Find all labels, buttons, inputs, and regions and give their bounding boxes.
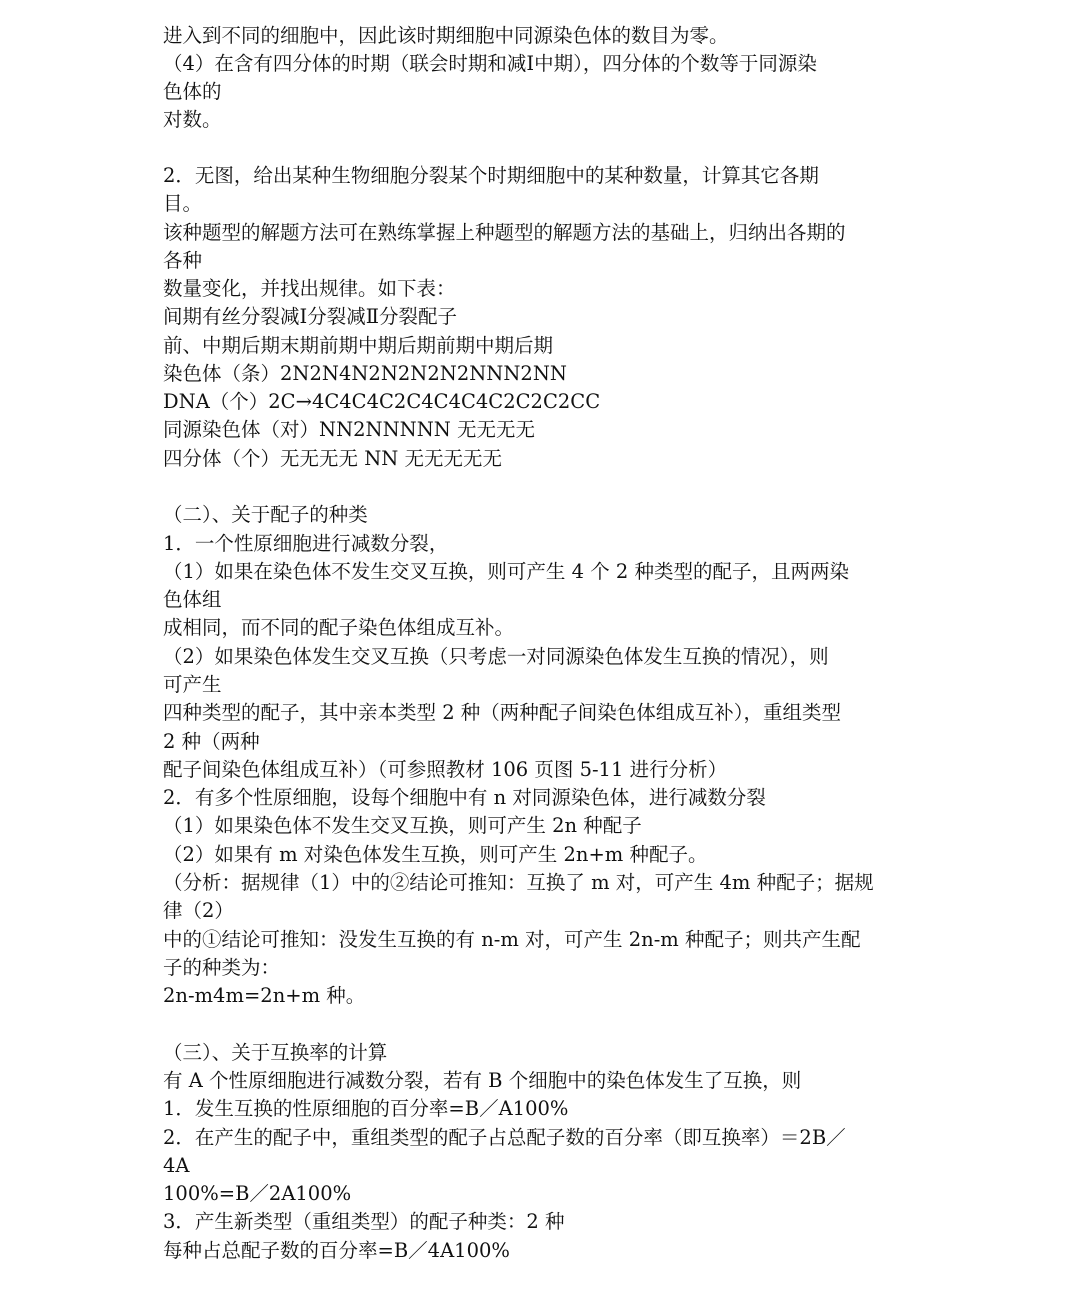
text-line: 3．产生新类型（重组类型）的配子种类：2 种 <box>163 1210 565 1233</box>
text-line: （2）如果有 m 对染色体发生互换，则可产生 2n+m 种配子。 <box>163 843 708 866</box>
text-line: 有 A 个性原细胞进行减数分裂，若有 B 个细胞中的染色体发生了互换，则 <box>163 1069 802 1092</box>
text-line: 2．无图，给出某种生物细胞分裂某个时期细胞中的某种数量，计算其它各期 <box>163 164 819 187</box>
text-line: 色体组 <box>163 588 222 611</box>
table-row-chromosomes: 染色体（条）2N2N4N2N2N2N2NNN2NN <box>163 362 567 385</box>
blank-line <box>163 1010 933 1038</box>
table-row-header: 间期有丝分裂减Ⅰ分裂减Ⅱ分裂配子 <box>163 305 457 328</box>
blank-line <box>163 473 933 501</box>
text-line: 中的①结论可推知：没发生互换的有 n-m 对，可产生 2n-m 种配子；则共产生配 <box>163 928 861 951</box>
text-line: （1）如果在染色体不发生交叉互换，则可产生 4 个 2 种类型的配子，且两两染 <box>163 560 850 583</box>
text-line: 子的种类为： <box>163 956 281 979</box>
text-line: （4）在含有四分体的时期（联会时期和减Ⅰ中期），四分体的个数等于同源染 <box>163 52 817 75</box>
text-line: 四种类型的配子，其中亲本类型 2 种（两种配子间染色体组成互补），重组类型 <box>163 701 842 724</box>
table-row-phases: 前、中期后期末期前期中期后期前期中期后期 <box>163 334 554 357</box>
table-row-tetrads: 四分体（个）无无无无 NN 无无无无无 <box>163 447 503 470</box>
text-line: 4A <box>163 1154 190 1177</box>
section-heading: （三）、关于互换率的计算 <box>163 1041 388 1064</box>
text-line: 2．在产生的配子中，重组类型的配子占总配子数的百分率（即互换率）＝2B／ <box>163 1126 846 1149</box>
text-line: 1．发生互换的性原细胞的百分率=B／A100% <box>163 1097 569 1120</box>
text-line: 各种 <box>163 249 203 272</box>
text-line: （分析：据规律（1）中的②结论可推知：互换了 m 对，可产生 4m 种配子；据规 <box>163 871 874 894</box>
text-line: 2n-m4m=2n+m 种。 <box>163 984 366 1007</box>
text-line: 律（2） <box>163 899 234 922</box>
text-line: 数量变化，并找出规律。如下表： <box>163 277 456 300</box>
table-row-dna: DNA（个）2C→4C4C4C2C4C4C4C2C2C2CC <box>163 390 601 413</box>
text-line: 可产生 <box>163 673 222 696</box>
text-line: 100%=B／2A100% <box>163 1182 352 1205</box>
text-line: 每种占总配子数的百分率=B／4A100% <box>163 1239 510 1262</box>
text-line: 该种题型的解题方法可在熟练掌握上种题型的解题方法的基础上，归纳出各期的 <box>163 221 846 244</box>
text-line: 目。 <box>163 192 203 215</box>
text-line: （1）如果染色体不发生交叉互换，则可产生 2n 种配子 <box>163 814 642 837</box>
text-line: 进入到不同的细胞中，因此该时期细胞中同源染色体的数目为零。 <box>163 24 729 47</box>
text-line: 色体的 <box>163 80 222 103</box>
table-row-homologous: 同源染色体（对）NN2NNNNN 无无无无 <box>163 418 536 441</box>
text-line: 配子间染色体组成互补）（可参照教材 106 页图 5-11 进行分析） <box>163 758 728 781</box>
section-heading: （二）、关于配子的种类 <box>163 503 368 526</box>
blank-line <box>163 134 933 162</box>
text-line: 2 种（两种 <box>163 730 260 753</box>
text-line: 2．有多个性原细胞，设每个细胞中有 n 对同源染色体，进行减数分裂 <box>163 786 766 809</box>
text-line: 成相同，而不同的配子染色体组成互补。 <box>163 616 515 639</box>
text-line: 对数。 <box>163 108 222 131</box>
text-line: （2）如果染色体发生交叉互换（只考虑一对同源染色体发生互换的情况），则 <box>163 645 829 668</box>
text-line: 1．一个性原细胞进行减数分裂， <box>163 532 449 555</box>
